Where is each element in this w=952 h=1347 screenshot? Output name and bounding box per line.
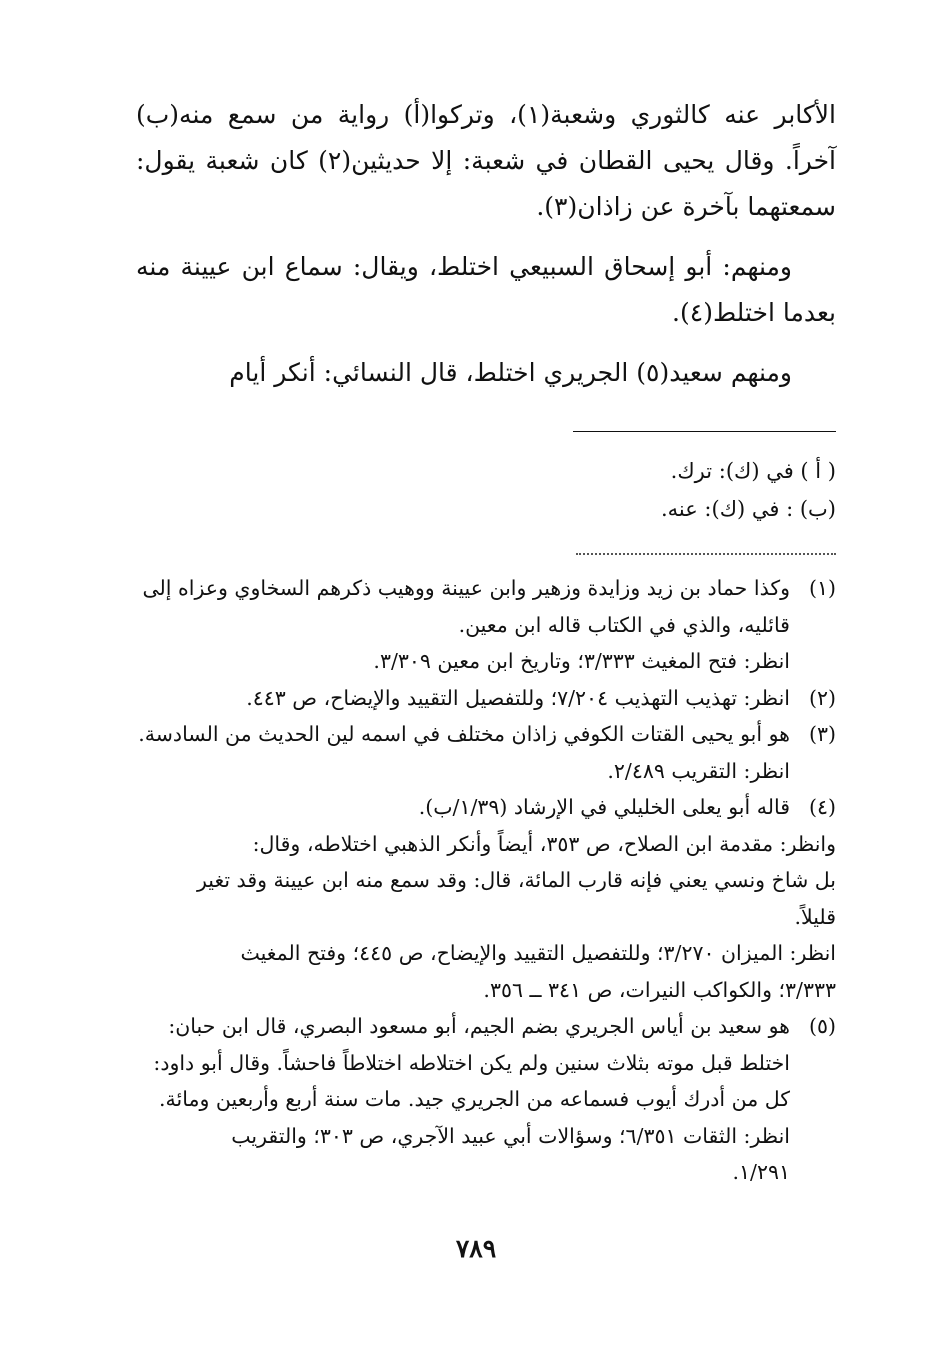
main-paragraph-1: الأكابر عنه كالثوري وشعبة(١)، وتركوا(أ) رواية من سمع منه(ب) آخراً. وقال يحيى القطان في شعبة: إلا حديثين(٢) كان شعبة يقول: سمعتهما بآخرة عن زاذان(٣). <box>136 100 836 221</box>
footnote <box>136 789 836 1008</box>
footnotes <box>136 570 836 1191</box>
footnote-line: قليلاً. <box>794 904 836 929</box>
footnote-line: ٣/٣٣٣؛ والكواكب النيرات، ص ٣٤١ ــ ٣٥٦. <box>483 977 836 1002</box>
footnote-line: اختلط قبل موته بثلاث سنين ولم يكن اختلاطه اختلاطاً فاحشاً. وقال أبو داود: <box>153 1050 790 1075</box>
footnote-line: وانظر: مقدمة ابن الصلاح، ص ٣٥٣، أيضاً وأنكر الذهبي اختلاطه، وقال: <box>252 831 836 856</box>
footnote-number: (٥) <box>808 1014 836 1038</box>
footnote <box>136 680 836 717</box>
footnote <box>136 1008 836 1191</box>
footnote-line: انظر: الميزان ٣/٢٧٠؛ وللتفصيل التقييد والإيضاح، ص ٤٤٥؛ وفتح المغيث <box>240 941 836 965</box>
footnote-line: بل شاخ ونسي يعني فإنه قارب المائة، قال: وقد سمع منه ابن عيينة وقد تغير <box>196 868 836 892</box>
variant-note-b: (ب) : في (ك): عنه. <box>660 497 836 521</box>
footnote-line: هو أبو يحيى القتات الكوفي زاذان مختلف في اسمه لين الحديث من السادسة. <box>138 722 790 746</box>
footnote-number: (١) <box>808 576 836 600</box>
footnote-line: هو سعيد بن أياس الجريري بضم الجيم، أبو مسعود البصري، قال ابن حبان: <box>168 1014 790 1038</box>
footnote-line: انظر: التقريب ٢/٤٨٩. <box>607 758 790 783</box>
footnote-separator <box>573 431 836 432</box>
footnote-number: (٣) <box>808 722 836 746</box>
dotted-separator <box>576 553 836 555</box>
footnote-line: وكذا حماد بن زيد وزايدة وزهير وابن عيينة ووهيب ذكرهم السخاوي وعزاه إلى <box>142 576 790 600</box>
footnote-number: (٢) <box>808 685 836 710</box>
variant-note-a: ( أ ) في (ك): ترك. <box>670 459 836 483</box>
footnote-line: قائليه، والذي في الكتاب قاله ابن معين. <box>458 612 790 637</box>
footnote-line: كل من أدرك أيوب فسماعه من الجريري جيد. مات سنة أربع وأربعين ومائة. <box>159 1087 790 1111</box>
main-paragraph-3: ومنهم سعيد(٥) الجريري اختلط، قال النسائي: أنكر أيام <box>229 358 792 387</box>
main-paragraph-2: ومنهم: أبو إسحاق السبيعي اختلط، ويقال: سماع ابن عيينة منه بعدما اختلط(٤). <box>136 252 836 327</box>
main-text <box>136 92 836 396</box>
footnote-line: انظر: فتح المغيث ٣/٣٣٣؛ وتاريخ ابن معين ٣/٣٠٩. <box>373 649 790 673</box>
footnote-line: انظر: تهذيب التهذيب ٧/٢٠٤؛ وللتفصيل التقييد والإيضاح، ص ٤٤٣. <box>246 685 790 710</box>
footnote-line: قاله أبو يعلى الخليلي في الإرشاد (١/٣٩/ب). <box>418 795 790 819</box>
footnote <box>136 570 836 680</box>
variant-notes <box>136 452 836 528</box>
footnote-number: (٤) <box>808 795 836 819</box>
footnote-line: ١/٢٩١. <box>732 1160 790 1184</box>
page-number: ٧٨٩ <box>455 1234 497 1263</box>
footnote <box>136 716 836 789</box>
footnote-line: انظر: الثقات ٦/٣٥١؛ وسؤالات أبي عبيد الآجري، ص ٣٠٣؛ والتقريب <box>231 1123 790 1148</box>
